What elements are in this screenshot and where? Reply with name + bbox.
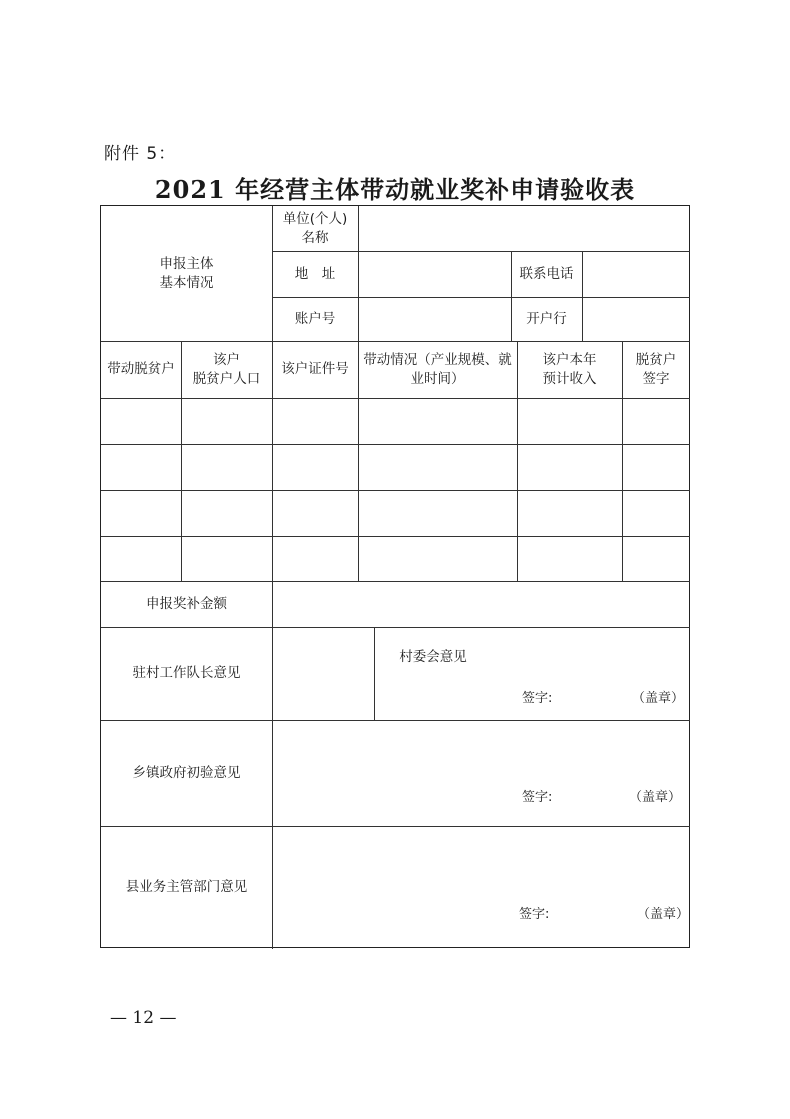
committee-seal-label: （盖章） (632, 691, 685, 706)
account-label: 账户号 (294, 310, 336, 327)
attachment-label: 附件 5： (104, 144, 177, 164)
col-header-id-number: 该户证件号 (281, 361, 349, 377)
col-header-situation: 带动情况（产业规模、就 业时间） (363, 351, 512, 387)
county-seal-label: （盖章） (637, 907, 690, 922)
committee-signature-label: 签字: (522, 691, 553, 706)
col-header-population: 该户 脱贫户人口 (192, 351, 261, 387)
county-label: 县业务主管部门意见 (125, 879, 248, 895)
address-field[interactable] (359, 251, 511, 297)
village-team-label: 驻村工作队长意见 (132, 665, 241, 681)
county-signature-label: 签字: (519, 907, 550, 922)
col-header-signature: 脱贫户 签字 (635, 351, 677, 387)
village-committee-label: 村委会意见 (399, 648, 467, 665)
address-label: 地 址 (294, 265, 336, 282)
bank-label: 开户行 (526, 310, 567, 327)
unit-name-label: 单位(个人) 名称 (282, 210, 348, 246)
unit-name-field[interactable] (359, 206, 690, 251)
col-header-income: 该户本年 预计收入 (542, 351, 597, 387)
phone-label: 联系电话 (519, 265, 574, 282)
form-title: 2021 年经营主体带动就业奖补申请验收表 (154, 175, 636, 204)
col-header-households: 带动脱贫户 (107, 361, 175, 377)
phone-field[interactable] (583, 251, 690, 297)
account-field[interactable] (359, 297, 511, 341)
township-label: 乡镇政府初验意见 (132, 764, 241, 781)
application-form-table (100, 205, 690, 948)
amount-field[interactable] (273, 581, 690, 627)
page-number: — 12 — (110, 1008, 177, 1028)
basic-info-label: 申报主体 基本情况 (159, 255, 214, 291)
amount-label: 申报奖补金额 (146, 595, 227, 612)
township-seal-label: （盖章） (629, 790, 682, 805)
bank-field[interactable] (583, 297, 690, 341)
township-signature-label: 签字: (522, 790, 553, 805)
